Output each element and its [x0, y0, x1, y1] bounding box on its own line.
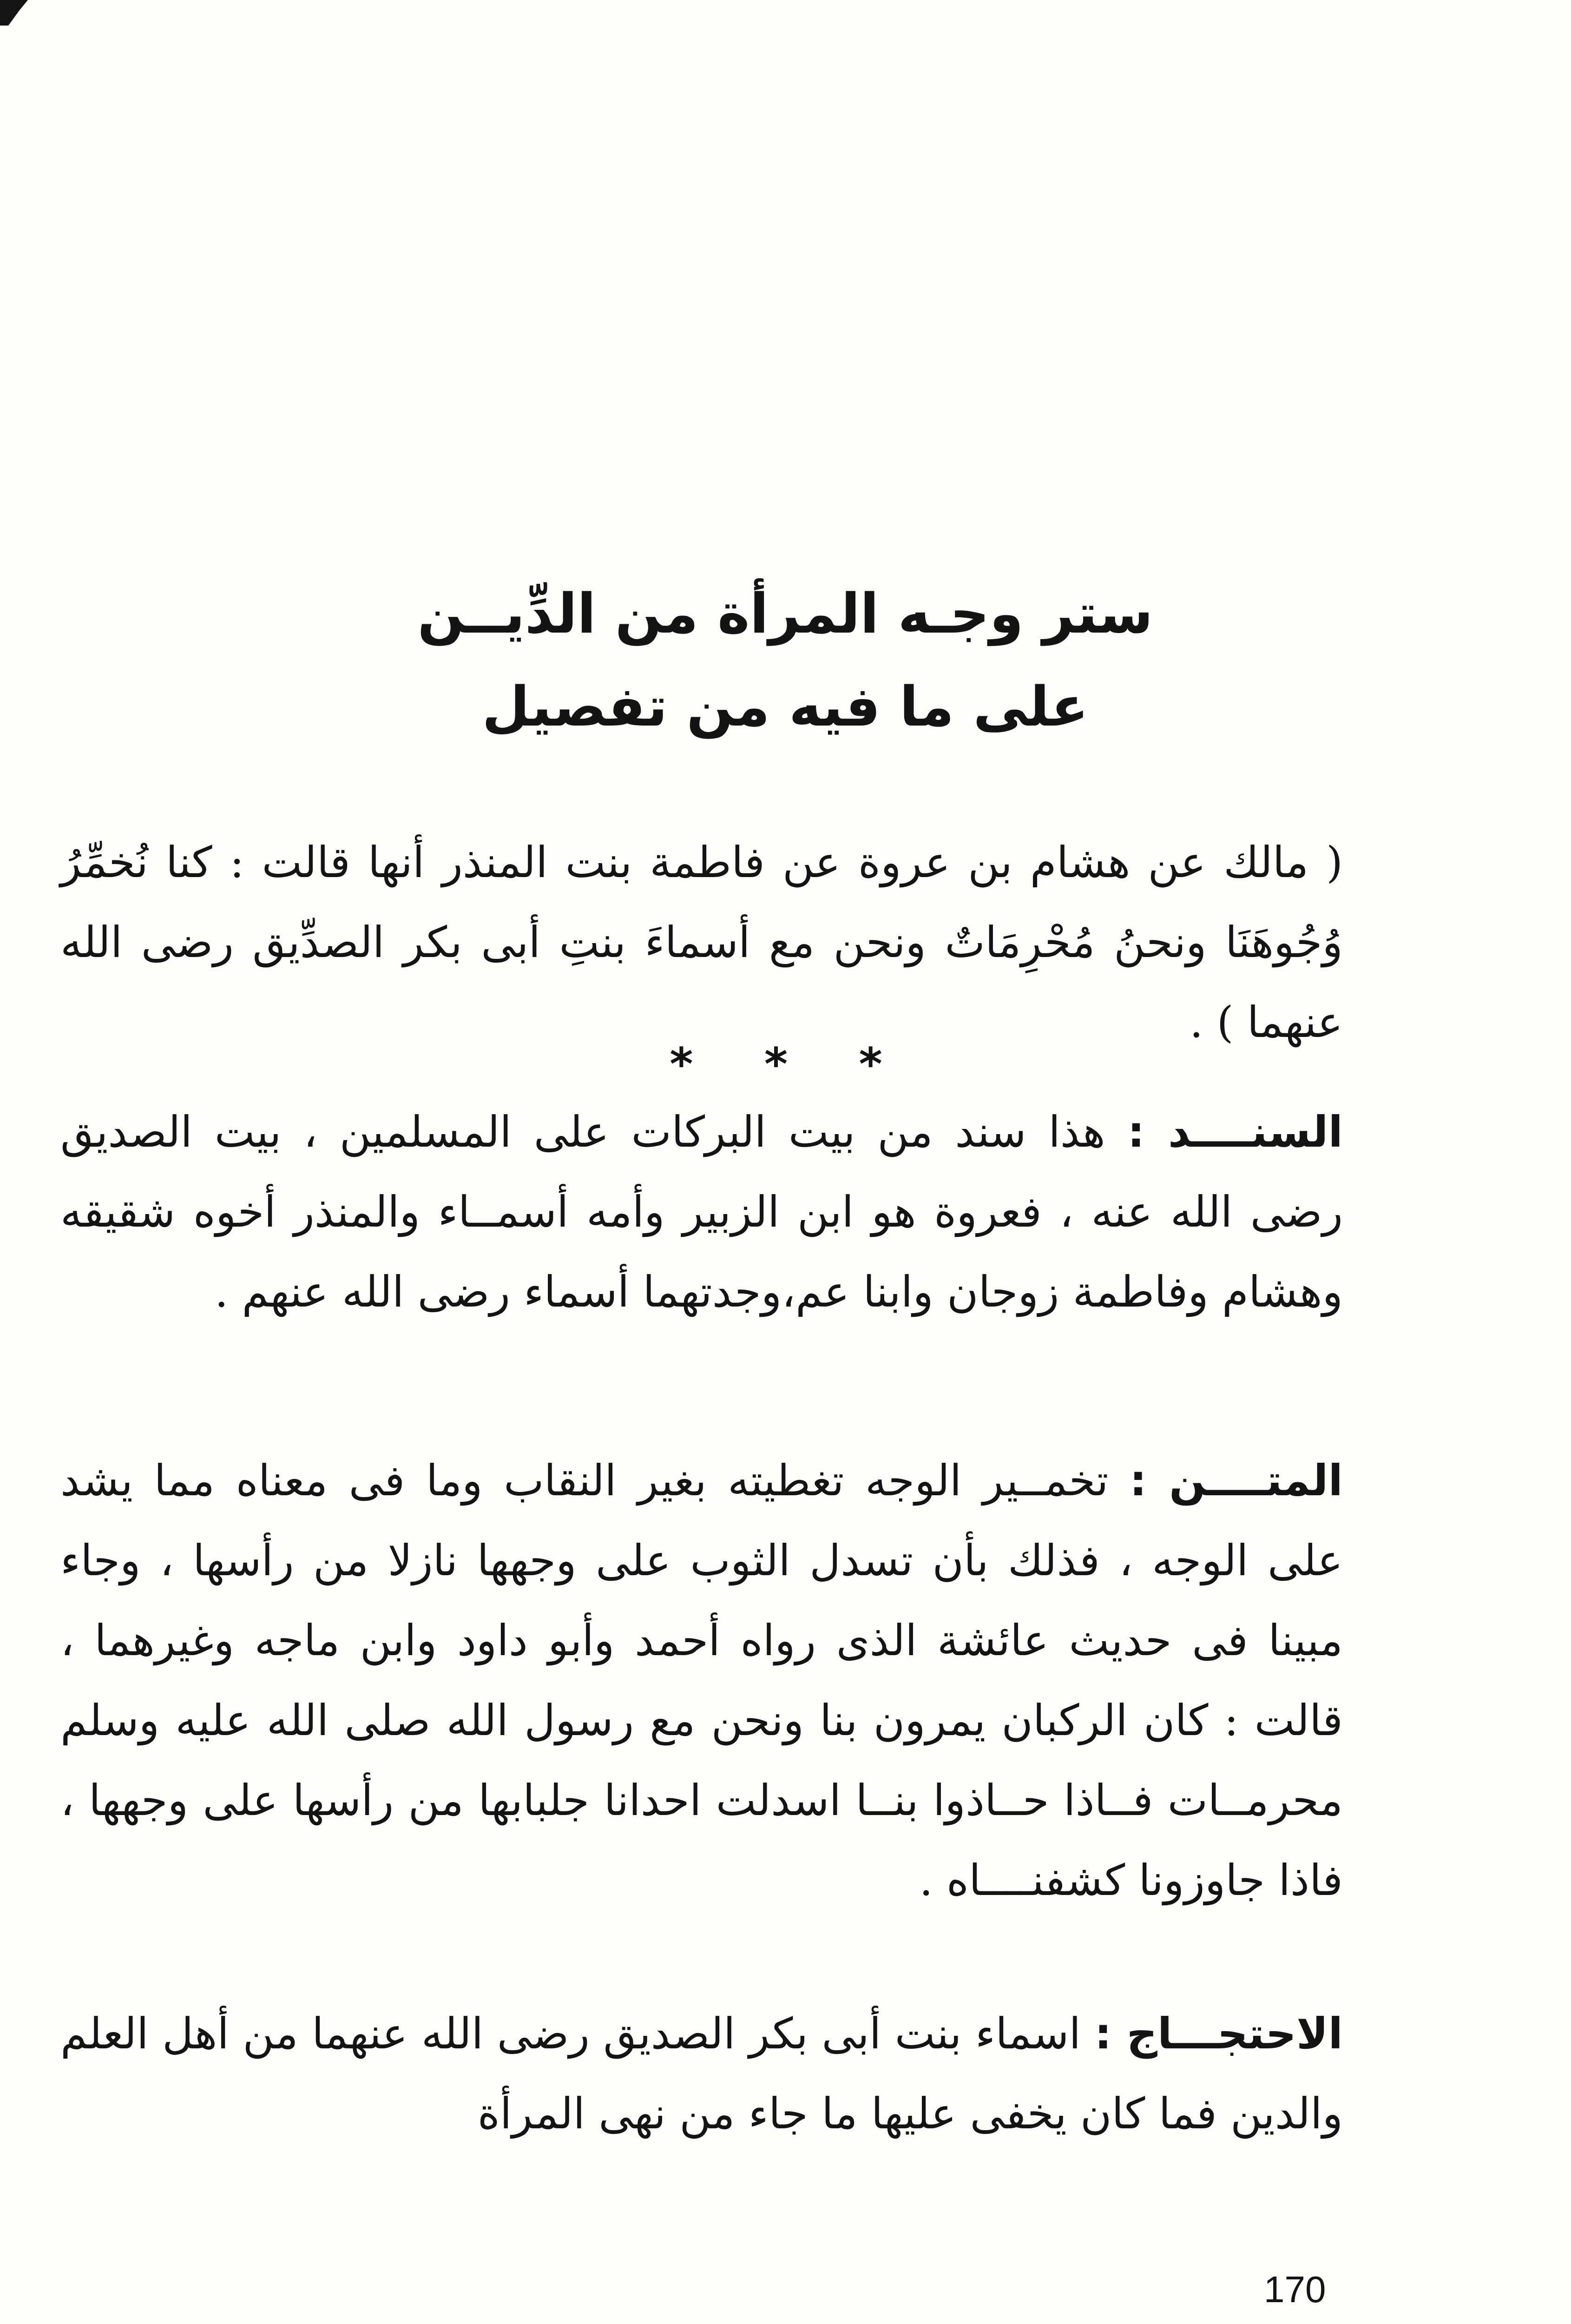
chapter-title — [297, 567, 1273, 753]
section-body-matn: تخمــير الوجه تغطيته بغير النقاب وما فى معناه مما يشد على الوجه ، فذلك بأن تسدل الثوب على وجهها نازلا من رأسها ، وجاء مبينا فى حديث عائشة الذى رواه أحمد وأبو داود وابن ماجه وغيرهما ، قالت : كان الركبان يمرون بنا ونحن مع رسول الله صلى الله عليه وسلم محرمــات فــاذا حــاذوا بنــا اسدلت احدانا جلبابها من رأسها على وجهها ، فاذا جاوزونا كشفنــــاه . — [60, 1456, 1343, 1905]
hadith-text: ( مالك عن هشام بن عروة عن فاطمة بنت المنذر أنها قالت : كنا نُخمِّرُ وُجُوهَنَا ونحنُ مُحْرِمَاتٌ ونحن مع أسماءَ بنتِ أبى بكر الصدِّيق رضى الله عنهما ) . — [60, 838, 1343, 1047]
section-body-ihtijaj: اسماء بنت أبى بكر الصديق رضى الله عنهما من أهل العلم والدين فما كان يخفى عليها ما جاء من نهى المرأة — [60, 2009, 1343, 2139]
section-heading-ihtijaj: الاحتجـــاج : — [1094, 2009, 1343, 2059]
chapter-title-line-1: ستر وجـه المرأة من الدِّيــن — [417, 581, 1153, 646]
chapter-title-line-2: على ما فيه من تفصيل — [482, 674, 1089, 739]
section-heading-sanad: السنــــد : — [1127, 1107, 1343, 1157]
section-body-sanad: هذا سند من بيت البركات على المسلمين ، بيت الصديق رضى الله عنه ، فعروة هو ابن الزبير وأمه أسمــاء والمنذر أخوه شقيقه وهشام وفاطمة زوجان وابنا عم،وجدتهما أسماء رضى الله عنهم . — [60, 1107, 1343, 1317]
section-separator: * * * — [670, 1038, 910, 1090]
section-matn — [60, 1441, 1343, 1921]
section-sanad — [60, 1092, 1343, 1332]
section-ihtijaj — [60, 1994, 1343, 2154]
scan-corner-mark — [0, 0, 28, 26]
section-heading-matn: المتــــن : — [1130, 1456, 1343, 1505]
page-number: 170 — [1264, 2269, 1326, 2310]
